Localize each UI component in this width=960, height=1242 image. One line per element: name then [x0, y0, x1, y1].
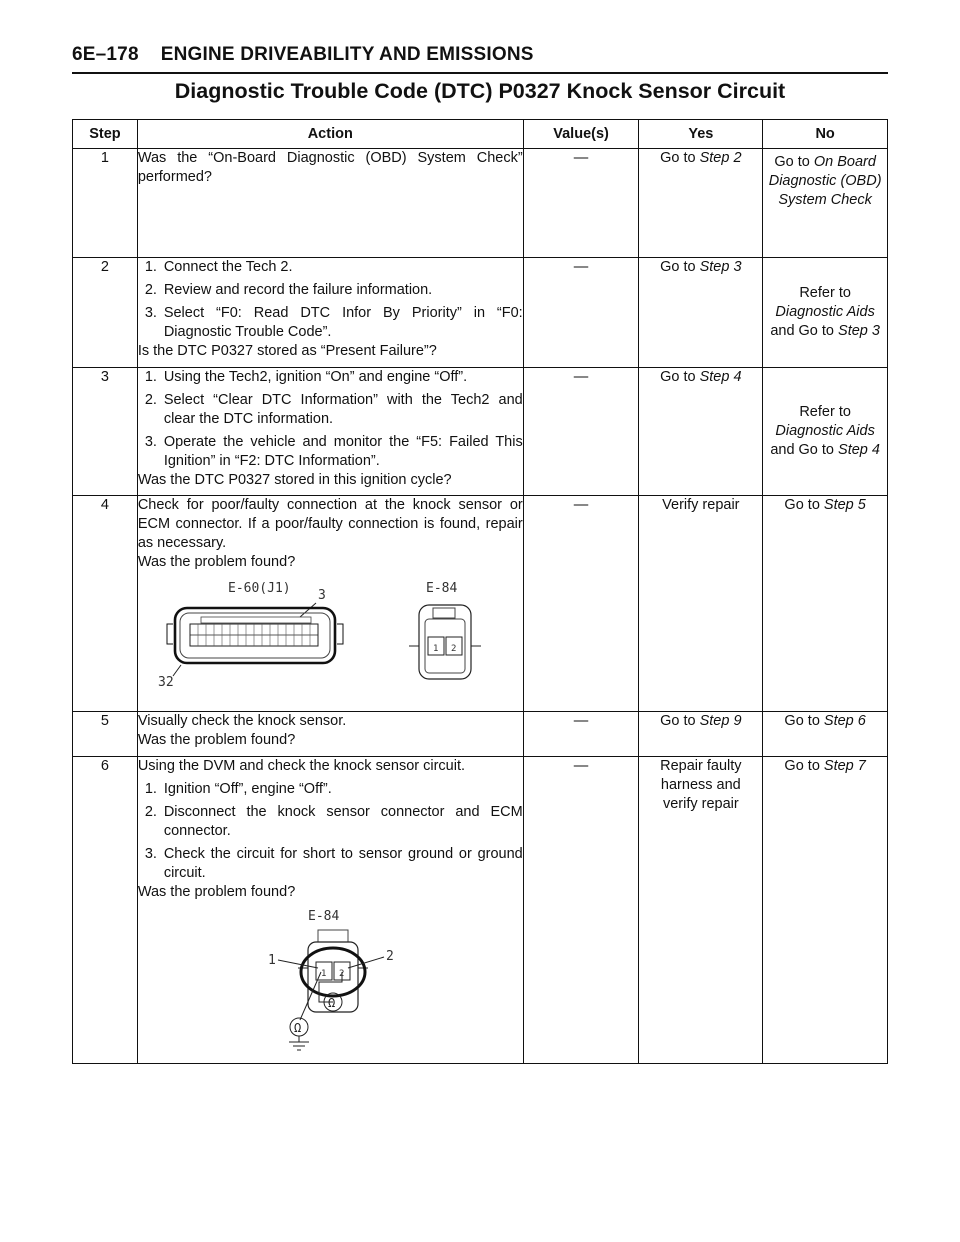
action-question: Is the DTC P0327 stored as “Present Failure”? — [137, 343, 437, 359]
step-item-text: Using the Tech2, ignition “On” and engine “Off”. — [163, 369, 468, 385]
ohm-symbol: Ω — [327, 996, 336, 1010]
connector-body-e60 — [175, 608, 335, 663]
pin-number: 2 — [450, 644, 457, 654]
connector-label-e60: E-60(J1) — [227, 581, 291, 596]
no-cell — [763, 496, 888, 712]
no-link-step[interactable]: Step 3 — [838, 323, 880, 339]
action-cell — [137, 149, 523, 258]
yes-cell — [639, 149, 763, 258]
step-item-number: 2. — [144, 392, 157, 408]
yes-cell — [639, 258, 763, 368]
yes-prefix: Go to — [660, 150, 700, 166]
yes-link[interactable]: Step 2 — [699, 150, 742, 166]
action-step-item — [138, 304, 523, 342]
connector-label-e84: E-84 — [425, 581, 458, 596]
header-rule — [72, 72, 888, 74]
no-cell — [763, 757, 888, 1064]
step-item-number: 1. — [144, 259, 157, 275]
pin-number: 1 — [320, 969, 327, 979]
yes-cell: Verify repair — [639, 496, 763, 712]
no-prefix: Go to — [774, 154, 814, 170]
section-title: ENGINE DRIVEABILITY AND EMISSIONS — [160, 44, 534, 65]
step-item-number: 3. — [144, 846, 157, 862]
action-question: Was the DTC P0327 stored in this ignition cycle? — [137, 472, 452, 488]
page-number: 6E–178 — [72, 44, 139, 65]
action-text: Using the DVM and check the knock sensor circuit. — [137, 758, 466, 774]
step-item-text: Connect the Tech 2. — [163, 259, 293, 275]
yes-link[interactable]: Step 9 — [699, 713, 742, 729]
action-question: Was the problem found? — [137, 554, 296, 570]
yes-prefix: Go to — [660, 369, 700, 385]
action-steps — [138, 258, 523, 342]
step-number: 6 — [73, 757, 138, 1064]
connector-highlight — [301, 948, 365, 996]
step-item-number: 1. — [144, 781, 157, 797]
step-item-text: Review and record the failure information. — [163, 282, 433, 298]
step-number: 1 — [73, 149, 138, 258]
action-step-item — [138, 368, 523, 387]
pin-callout: 2 — [385, 949, 394, 964]
yes-prefix: Go to — [660, 713, 700, 729]
table-row — [73, 757, 888, 1064]
column-header-values: Value(s) — [523, 120, 639, 149]
no-refer-text: Refer to — [799, 285, 851, 301]
step-item-text: Select “Clear DTC Information” with the Tech2 and clear the DTC information. — [163, 392, 523, 427]
action-cell — [137, 757, 523, 1064]
column-header-no: No — [763, 120, 888, 149]
table-row — [73, 496, 888, 712]
step-item-number: 3. — [144, 305, 157, 321]
step-item-number: 3. — [144, 434, 157, 450]
yes-link[interactable]: Step 3 — [699, 259, 742, 275]
no-prefix: Go to — [784, 758, 824, 774]
connector-body-e84 — [419, 605, 471, 679]
no-cell — [763, 258, 888, 368]
step-item-text: Operate the vehicle and monitor the “F5: Failed This Ignition” in “F2: DTC Information”. — [163, 434, 523, 469]
no-prefix: Go to — [784, 713, 824, 729]
action-cell — [137, 496, 523, 712]
action-cell — [137, 368, 523, 496]
leader-line — [173, 665, 181, 676]
action-steps — [138, 780, 523, 883]
no-cell — [763, 149, 888, 258]
step-item-number: 1. — [144, 369, 157, 385]
no-link[interactable]: Step 6 — [823, 713, 866, 729]
running-head — [72, 44, 888, 66]
action-step-item — [138, 391, 523, 429]
table-header-row — [73, 120, 888, 149]
pin-callout: 1 — [267, 953, 276, 968]
yes-cell — [639, 368, 763, 496]
yes-text: Repair faulty harness and verify repair — [660, 758, 742, 812]
column-header-yes: Yes — [639, 120, 763, 149]
action-steps — [138, 368, 523, 471]
step-item-text: Select “F0: Read DTC Infor By Priority” in “F0: Diagnostic Trouble Code”. — [163, 305, 523, 340]
no-and-go-to: and Go to — [770, 323, 839, 339]
leader-line — [300, 603, 316, 617]
action-step-item — [138, 258, 523, 277]
action-text: Check for poor/faulty connection at the knock sensor or ECM connector. If a poor/faulty connection is found, repair as necessary. — [137, 497, 523, 551]
no-link-diagnostic-aids[interactable]: Diagnostic Aids — [775, 423, 875, 439]
diagnostic-table — [72, 119, 888, 1064]
no-link-diagnostic-aids[interactable]: Diagnostic Aids — [775, 304, 875, 320]
table-row — [73, 712, 888, 757]
no-link-step[interactable]: Step 4 — [838, 442, 880, 458]
document-title: Diagnostic Trouble Code (DTC) P0327 Knock Sensor Circuit — [174, 79, 786, 103]
step-number: 2 — [73, 258, 138, 368]
yes-link[interactable]: Step 4 — [699, 369, 742, 385]
action-question: Was the problem found? — [137, 732, 296, 748]
step-number: 5 — [73, 712, 138, 757]
connector-pin-label: 32 — [157, 675, 174, 690]
yes-prefix: Go to — [660, 259, 700, 275]
step-item-text: Check the circuit for short to sensor ground or ground circuit. — [163, 846, 523, 881]
value-cell: — — [523, 757, 639, 1064]
action-question: Was the problem found? — [137, 884, 296, 900]
no-refer-text: Refer to — [799, 404, 851, 420]
step-number: 3 — [73, 368, 138, 496]
table-row — [73, 368, 888, 496]
step-item-number: 2. — [144, 282, 157, 298]
step-item-number: 2. — [144, 804, 157, 820]
value-cell: — — [523, 712, 639, 757]
step-number: 4 — [73, 496, 138, 712]
action-cell — [137, 258, 523, 368]
connector-pin-label: 3 — [317, 588, 326, 603]
continuity-test-figure — [138, 902, 508, 1052]
action-step-item — [138, 803, 523, 841]
action-cell — [137, 712, 523, 757]
no-cell — [763, 368, 888, 496]
pin-number: 2 — [338, 969, 345, 979]
action-step-item — [138, 845, 523, 883]
pin-number: 1 — [432, 644, 439, 654]
table-row — [73, 149, 888, 258]
no-cell — [763, 712, 888, 757]
value-cell: — — [523, 149, 639, 258]
yes-cell — [639, 757, 763, 1064]
column-header-step: Step — [73, 120, 138, 149]
no-and-go-to: and Go to — [770, 442, 839, 458]
column-header-action: Action — [137, 120, 523, 149]
action-step-item — [138, 281, 523, 300]
connector-figure — [138, 572, 508, 690]
ohm-symbol: Ω — [293, 1021, 302, 1035]
value-cell: — — [523, 368, 639, 496]
value-cell: — — [523, 496, 639, 712]
step-item-text: Ignition “Off”, engine “Off”. — [163, 781, 332, 797]
no-link[interactable]: On Board Diagnostic (OBD) System Check — [768, 154, 882, 208]
action-text: Was the “On-Board Diagnostic (OBD) System Check” performed? — [137, 150, 523, 185]
connector-label-e84: E-84 — [307, 909, 340, 924]
value-cell: — — [523, 258, 639, 368]
no-link[interactable]: Step 7 — [823, 758, 866, 774]
action-step-item — [138, 433, 523, 471]
table-row — [73, 258, 888, 368]
no-link[interactable]: Step 5 — [823, 497, 866, 513]
action-text: Visually check the knock sensor. — [137, 713, 347, 729]
page-header — [72, 44, 888, 66]
yes-cell — [639, 712, 763, 757]
step-item-text: Disconnect the knock sensor connector and ECM connector. — [163, 804, 523, 839]
no-prefix: Go to — [784, 497, 824, 513]
action-step-item — [138, 780, 523, 799]
